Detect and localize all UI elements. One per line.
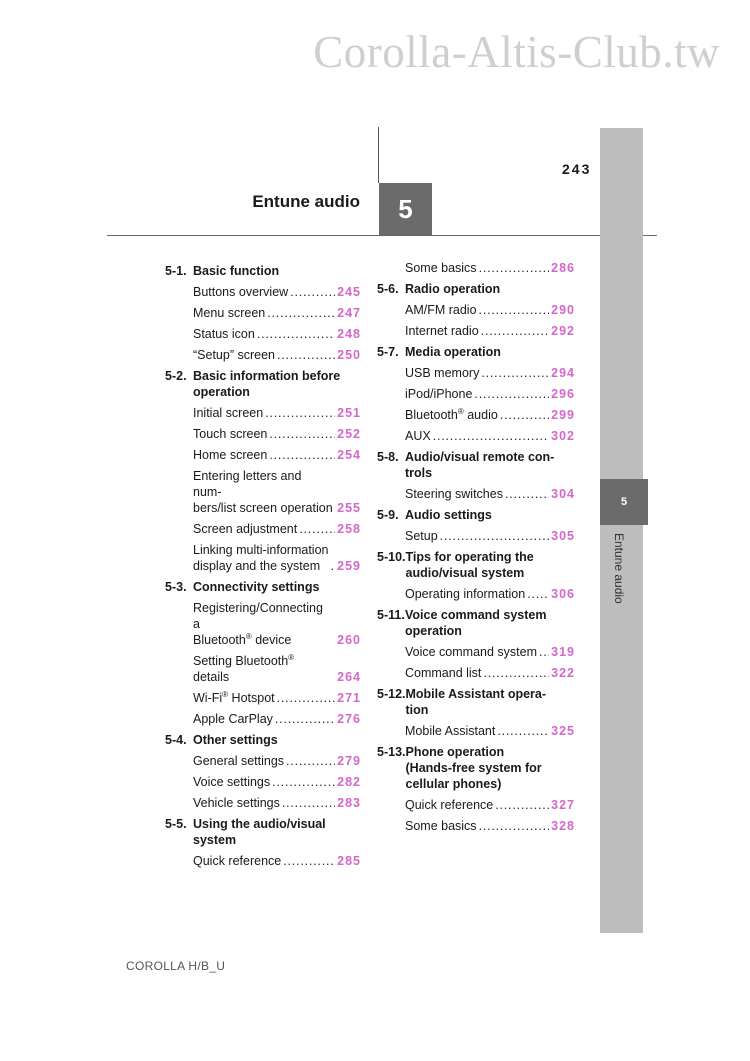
toc-entry[interactable] [405,644,575,660]
toc-section-heading [165,263,361,279]
toc-section-title: Basic function [193,264,280,278]
toc-leader-dots [527,586,549,602]
toc-entry-title: Setting Bluetooth® details [193,652,295,684]
toc-section-number: 5-9. [377,508,399,522]
toc-right-column [377,260,575,839]
toc-entry[interactable] [193,347,361,363]
toc-page-number[interactable]: 325 [551,724,575,738]
toc-section-title: Other settings [193,733,278,747]
toc-page-number[interactable]: 283 [337,796,361,810]
toc-page-number[interactable]: 254 [337,448,361,462]
toc-entry[interactable] [405,365,575,381]
toc-entry-title: iPod/iPhone [405,387,473,401]
toc-entry-title: Mobile Assistant [405,724,496,738]
toc-entry-title: Initial screen [193,406,264,420]
toc-section-heading [377,507,575,523]
section-title: Entune audio [252,192,360,211]
toc-entry[interactable] [405,260,575,276]
toc-leader-dots [440,528,549,544]
toc-entry[interactable] [193,447,361,463]
toc-section-number: 5-3. [165,580,187,594]
toc-page-number[interactable]: 250 [337,348,361,362]
toc-page-number[interactable]: 302 [551,429,575,443]
toc-section-heading [377,549,575,581]
toc-section-title: Tips for operating the audio/visual system [405,550,534,580]
toc-leader-dots [257,326,335,342]
toc-page-number[interactable]: 286 [551,261,575,275]
toc-entry[interactable] [193,305,361,321]
toc-leader-dots [272,774,335,790]
toc-section-title: Voice command system operation [405,608,547,638]
toc-entry[interactable] [193,426,361,442]
toc-entry-title: AUX [405,429,431,443]
toc-section-title: Media operation [405,345,501,359]
toc-section-title: Using the audio/visual system [193,817,326,847]
toc-page-number[interactable]: 294 [551,366,575,380]
toc-leader-dots [265,405,335,421]
toc-leader-dots [479,818,550,834]
toc-leader-dots [277,690,336,706]
toc-leader-dots [282,795,335,811]
registered-mark: ® [222,689,229,699]
toc-entry[interactable] [193,653,361,685]
toc-section-heading [377,744,575,792]
toc-page-number[interactable]: 319 [551,645,575,659]
toc-leader-dots [269,447,335,463]
toc-entry-title: Entering letters and num- bers/list screen operation [193,469,333,515]
toc-leader-dots [483,665,549,681]
toc-leader-dots [481,365,549,381]
toc-leader-dots [267,305,335,321]
toc-leader-dots [269,426,335,442]
toc-section-heading [377,281,575,297]
toc-entry[interactable] [193,853,361,869]
toc-page-number[interactable]: 247 [337,306,361,320]
toc-section-number: 5-6. [377,282,399,296]
toc-entry-title: Voice command system [405,645,537,659]
toc-entry[interactable] [405,386,575,402]
toc-entry[interactable] [405,428,575,444]
toc-page-number[interactable]: 252 [337,427,361,441]
toc-leader-dots [474,386,549,402]
toc-entry-title: Command list [405,666,482,680]
toc-entry-title: Steering switches [405,487,503,501]
toc-leader-dots [495,797,549,813]
toc-section-number: 5-8. [377,450,399,464]
toc-entry[interactable] [193,521,361,537]
toc-page-number[interactable]: 299 [551,408,575,422]
toc-entry-title: Registering/Connecting a Bluetooth® device [193,601,323,647]
toc-entry[interactable] [405,486,575,502]
toc-leader-dots [479,260,550,276]
toc-section-number: 5-4. [165,733,187,747]
toc-leader-dots [275,711,335,727]
toc-leader-dots [500,407,549,423]
toc-page-number[interactable]: 305 [551,529,575,543]
toc-entry-title: Operating information [405,587,526,601]
side-chapter-tab: 5 [600,479,648,525]
toc-section-heading [377,344,575,360]
toc-leader-dots [330,558,335,574]
toc-leader-dots [283,853,335,869]
toc-section-number: 5-11. [377,608,405,622]
footer-model-code: COROLLA H/B_U [126,959,226,973]
toc-entry[interactable] [193,405,361,421]
toc-section-heading [165,816,361,848]
toc-page-number[interactable]: 264 [337,670,361,684]
toc-leader-dots [497,723,549,739]
toc-entry-title: Quick reference [193,854,282,868]
toc-entry-title: Apple CarPlay [193,712,273,726]
toc-entry-title: Bluetooth® audio [405,406,498,422]
toc-section-title: Connectivity settings [193,580,320,594]
toc-page-number[interactable]: 251 [337,406,361,420]
toc-page-number[interactable]: 285 [337,854,361,868]
toc-entry[interactable] [193,690,361,706]
toc-section-title: Audio/visual remote con- trols [405,450,555,480]
toc-entry-title: General settings [193,754,285,768]
toc-section-heading [377,607,575,639]
toc-entry-title: Screen adjustment [193,522,298,536]
toc-entry-title: “Setup” screen [193,348,275,362]
toc-page-number[interactable]: 322 [551,666,575,680]
page-number: 243 [562,161,592,177]
toc-entry[interactable] [405,586,575,602]
header-horizontal-rule [107,235,657,236]
toc-section-heading [165,579,361,595]
toc-section-number: 5-1. [165,264,187,278]
toc-entry-title: Internet radio [405,324,479,338]
side-thumb-bar [600,128,643,933]
toc-entry[interactable] [405,723,575,739]
toc-leader-dots [539,644,549,660]
toc-entry-title: Vehicle settings [193,796,280,810]
toc-entry-title: Some basics [405,261,477,275]
toc-entry[interactable] [193,711,361,727]
toc-entry[interactable] [405,818,575,834]
toc-section-heading [377,686,575,718]
toc-leader-dots [290,284,335,300]
toc-leader-dots [299,521,335,537]
toc-section-title: Mobile Assistant opera- tion [405,687,547,717]
toc-leader-dots [433,428,549,444]
toc-page-number[interactable]: 292 [551,324,575,338]
side-chapter-label: Entune audio [612,533,626,604]
toc-page-number[interactable]: 290 [551,303,575,317]
toc-section-title: Basic information before operation [193,369,341,399]
toc-entry[interactable] [405,407,575,423]
toc-page-number[interactable]: 276 [337,712,361,726]
toc-section-title: Audio settings [405,508,492,522]
registered-mark: ® [457,406,464,416]
toc-page-number[interactable]: 304 [551,487,575,501]
toc-section-number: 5-12. [377,687,406,701]
toc-entry[interactable] [405,528,575,544]
toc-page-number[interactable]: 255 [337,501,361,515]
toc-entry[interactable] [193,753,361,769]
toc-entry-title: USB memory [405,366,480,380]
toc-page-number[interactable]: 296 [551,387,575,401]
toc-entry[interactable] [193,326,361,342]
toc-entry-title: Touch screen [193,427,268,441]
toc-entry-title: Setup [405,529,438,543]
toc-page-number[interactable]: 327 [551,798,575,812]
toc-entry-title: Menu screen [193,306,266,320]
toc-leader-dots [286,753,335,769]
toc-page-number[interactable]: 245 [337,285,361,299]
toc-page-number[interactable]: 260 [337,633,361,647]
toc-entry[interactable] [405,323,575,339]
toc-page-number[interactable]: 306 [551,587,575,601]
toc-section-heading [165,368,361,400]
toc-leader-dots [479,302,550,318]
toc-entry[interactable] [193,795,361,811]
toc-page-number[interactable]: 248 [337,327,361,341]
toc-left-column [165,263,361,874]
toc-section-title: Phone operation (Hands-free system for cellular phones) [405,745,542,791]
toc-section-number: 5-13. [377,745,406,759]
toc-entry-title: Quick reference [405,798,494,812]
registered-mark: ® [288,652,295,662]
toc-section-heading [165,732,361,748]
toc-entry[interactable] [193,284,361,300]
toc-page-number[interactable]: 279 [337,754,361,768]
toc-entry-title: Voice settings [193,775,271,789]
toc-entry-title: AM/FM radio [405,303,477,317]
toc-entry-title: Home screen [193,448,268,462]
toc-entry-title: Status icon [193,327,255,341]
header-vertical-rule [378,127,379,183]
toc-section-number: 5-2. [165,369,187,383]
watermark-text: Corolla-Altis-Club.tw [313,27,720,77]
toc-entry[interactable] [405,797,575,813]
toc-section-number: 5-10. [377,550,406,564]
toc-leader-dots [481,323,549,339]
toc-section-number: 5-5. [165,817,187,831]
toc-page-number[interactable]: 282 [337,775,361,789]
toc-entry-title: Some basics [405,819,477,833]
toc-entry[interactable] [193,468,361,516]
toc-entry[interactable] [193,774,361,790]
toc-page-number[interactable]: 259 [337,559,361,573]
toc-entry-title: Buttons overview [193,285,289,299]
chapter-number-box: 5 [379,183,432,236]
toc-entry[interactable] [405,302,575,318]
toc-leader-dots [277,347,335,363]
registered-mark: ® [245,631,252,641]
toc-entry[interactable] [193,542,361,574]
toc-page-number[interactable]: 328 [551,819,575,833]
toc-entry-title: Wi-Fi® Hotspot [193,689,275,705]
toc-leader-dots [505,486,549,502]
toc-entry-title: Linking multi-information display and the system [193,543,329,573]
toc-section-number: 5-7. [377,345,399,359]
toc-entry[interactable] [193,600,361,648]
toc-page-number[interactable]: 258 [337,522,361,536]
toc-section-title: Radio operation [405,282,501,296]
toc-section-heading [377,449,575,481]
toc-entry[interactable] [405,665,575,681]
toc-page-number[interactable]: 271 [337,691,361,705]
